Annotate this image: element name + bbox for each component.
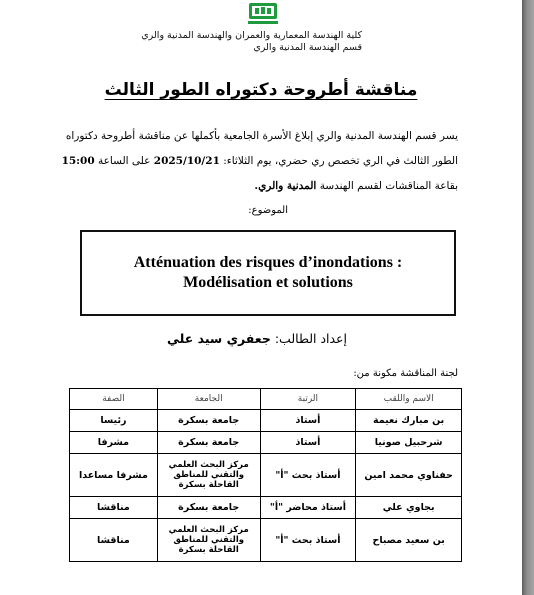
cell-rank: أستاذ bbox=[260, 410, 356, 432]
table-row bbox=[70, 497, 462, 519]
cell-role: مناقشا bbox=[70, 497, 158, 519]
header-university: الجامعة bbox=[157, 389, 260, 410]
cell-rank: أستاذ بحث "أ" bbox=[260, 519, 356, 562]
cell-role: رئيسا bbox=[70, 410, 158, 432]
committee-label: لجنة المناقشة مكونة من: bbox=[353, 368, 458, 379]
cell-rank: أستاذ bbox=[260, 432, 356, 454]
cell-role: مشرفا bbox=[70, 432, 158, 454]
cell-university: جامعة بسكرة bbox=[157, 432, 260, 454]
table-header-row bbox=[70, 389, 462, 410]
cell-university: جامعة بسكرة bbox=[157, 497, 260, 519]
table-row bbox=[70, 519, 462, 562]
student-prefix: إعداد الطالب: bbox=[270, 331, 347, 346]
cell-role: مشرفا مساعدا bbox=[70, 454, 158, 497]
header-rank: الرتبة bbox=[260, 389, 356, 410]
thesis-subject-box bbox=[80, 230, 456, 316]
cell-university: مركز البحث العلمي والتقني للمناطق القاحلة بسكرة bbox=[157, 454, 260, 497]
table-row bbox=[70, 432, 462, 454]
cell-university: جامعة بسكرة bbox=[157, 410, 260, 432]
page-title-text: مناقشة أطروحة دكتوراه الطور الثالث bbox=[104, 80, 418, 100]
page-title bbox=[0, 80, 522, 100]
table-row bbox=[70, 410, 462, 432]
cell-name: بجاوي علي bbox=[356, 497, 462, 519]
cell-role: مناقشا bbox=[70, 519, 158, 562]
cell-name: بن مبارك نعيمة bbox=[356, 410, 462, 432]
subject-label: الموضوع: bbox=[248, 205, 288, 216]
thesis-subject: Atténuation des risques d’inondations : Modélisation et solutions bbox=[133, 254, 403, 291]
jury-table bbox=[69, 388, 462, 562]
cell-rank: أستاذ محاضر "أ" bbox=[260, 497, 356, 519]
department-bold: المدنية والري. bbox=[254, 180, 317, 192]
header-name: الاسم واللقب bbox=[356, 389, 462, 410]
faculty-name: كلية الهندسة المعمارية والعمران والهندسة المدنية والري bbox=[141, 30, 362, 41]
cell-rank: أستاذ بحث "أ" bbox=[260, 454, 356, 497]
announcement-text-2: على الساعة bbox=[94, 155, 154, 167]
announcement-text-3: بقاعة المناقشات لقسم الهندسة bbox=[316, 180, 458, 192]
student-line bbox=[167, 331, 347, 346]
faculty-header bbox=[141, 30, 362, 54]
student-name: جعفري سيد علي bbox=[166, 331, 271, 346]
announcement-paragraph bbox=[58, 124, 458, 199]
defense-date: 2025/10/21 bbox=[153, 155, 220, 167]
header-role: الصفة bbox=[70, 389, 158, 410]
cell-name: شرحبيل صونيا bbox=[356, 432, 462, 454]
cell-name: حفناوي محمد امين bbox=[356, 454, 462, 497]
defense-time: 15:00 bbox=[61, 155, 95, 167]
cell-university: مركز البحث العلمي والتقني للمناطق القاحلة بسكرة bbox=[157, 519, 260, 562]
announcement-text-1: يسر قسم الهندسة المدنية والري إبلاغ الأسرة الجامعية بأكملها عن مناقشة أطروحة دكتوراه الطور الثالث في الري تخصص ري حضري، يوم الثلاثاء: bbox=[65, 130, 458, 167]
department-name: قسم الهندسة المدنية والري bbox=[253, 42, 362, 53]
cell-name: بن سعيد مصباح bbox=[356, 519, 462, 562]
table-row bbox=[70, 454, 462, 497]
viewer-background-edge bbox=[522, 0, 534, 595]
university-logo-icon bbox=[248, 2, 278, 26]
